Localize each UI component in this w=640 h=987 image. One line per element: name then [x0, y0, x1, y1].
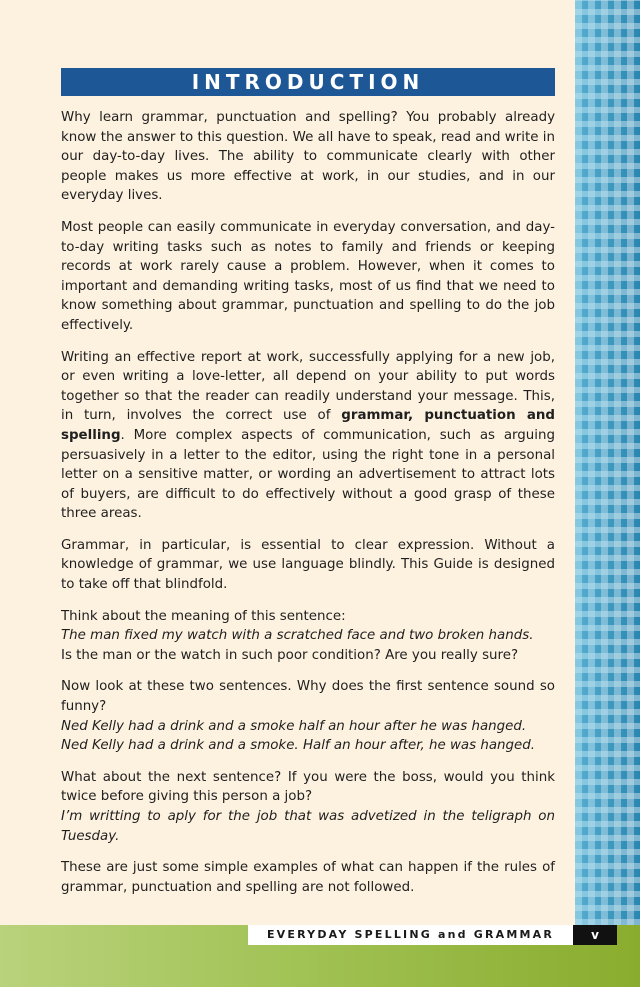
paragraph-3-text-end: . More complex aspects of communication, such as arguing persuasively in a letter to the editor, using the right tone in a personal letter on a sensitive matter, or wording an advertisement to attract lots of buyers, are difficult to do effectively without a good grasp of these three areas. — [61, 427, 555, 522]
example-1 — [61, 607, 555, 666]
paragraph-3-text-start: Writing an effective report at work, successfully applying for a new job, or even writing a love-letter, all depend on your ability to put words together so that the reader can readily understand your message. This, in turn, involves the correct use of — [61, 349, 555, 424]
example-1-question: Is the man or the watch in such poor condition? Are you really sure? — [61, 647, 519, 663]
example-1-intro: Think about the meaning of this sentence: — [61, 608, 346, 624]
example-3-intro: What about the next sentence? If you were the boss, would you think twice before giving this person a job? — [61, 769, 555, 805]
paragraph-3 — [61, 348, 555, 524]
example-2-intro: Now look at these two sentences. Why does the first sentence sound so funny? — [61, 679, 555, 715]
footer-book-title: EVERYDAY SPELLING and GRAMMAR — [248, 925, 573, 945]
paragraph-4: Grammar, in particular, is essential to clear expression. Without a knowledge of grammar, we use language blindly. This Guide is designed to take off that blindfold. — [61, 537, 555, 593]
example-3-sentence: I’m writting to aply for the job that was advetized in the teligraph on Tuesday. — [61, 809, 555, 844]
example-3 — [61, 768, 555, 846]
section-heading: INTRODUCTION — [61, 68, 555, 96]
paragraph-3-bold-terms: grammar, punctuation and spelling — [61, 408, 555, 443]
footer-page-number: v — [573, 925, 617, 945]
closing-paragraph: These are just some simple examples of what can happen if the rules of grammar, punctuation and spelling are not followed. — [61, 860, 555, 895]
decorative-side-strip — [575, 0, 640, 925]
example-2-sentence-2: Ned Kelly had a drink and a smoke. Half an hour after, he was hanged. — [61, 738, 536, 754]
example-2 — [61, 677, 555, 755]
example-2-sentence-1: Ned Kelly had a drink and a smoke half an hour after he was hanged. — [61, 718, 527, 734]
example-1-sentence: The man fixed my watch with a scratched face and two broken hands. — [61, 628, 534, 644]
page-content — [61, 68, 555, 909]
paragraph-2: Most people can easily communicate in everyday conversation, and day-to-day writing tasks such as notes to family and friends or keeping records at work rarely cause a problem. However, when it comes to important and demanding writing tasks, most of us find that we need to know something about grammar, punctuation and spelling to do the job effectively. — [61, 219, 555, 333]
paragraph-1: Why learn grammar, punctuation and spelling? You probably already know the answer to this question. We all have to speak, read and write in our day-to-day lives. The ability to communicate clearly with other people makes us more effective at work, in our studies, and in our everyday lives. — [61, 110, 555, 204]
